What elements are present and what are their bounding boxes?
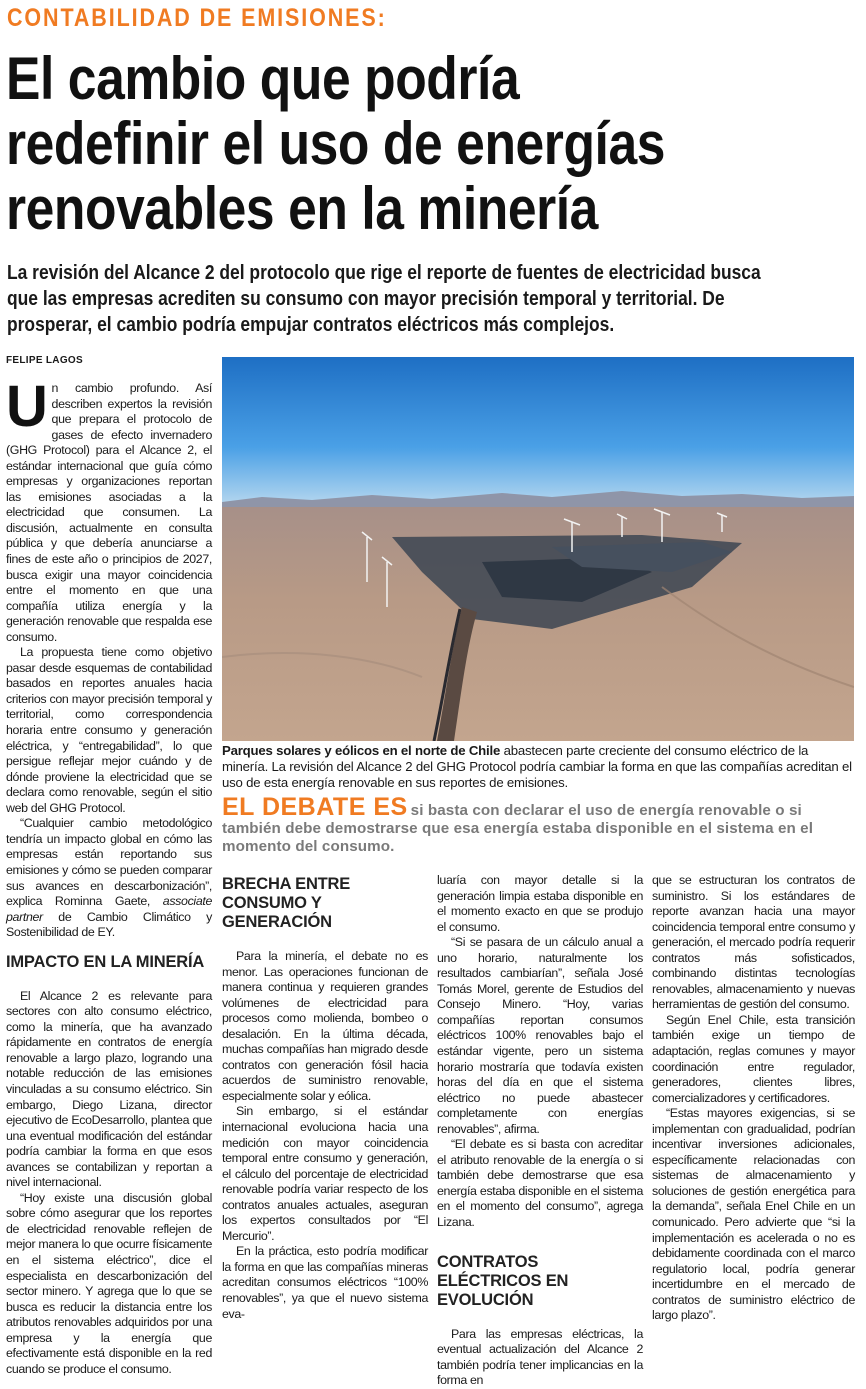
paragraph: que se estructuran los contratos de suministro. Si los estándares de reporte avanzan hacia una mayor coincidencia temporal entre consumo y generación, el mercado podría requerir contratos más sofisticados, combinando distintas tecnologías renovables, almacenamiento y nuevas herramientas de gestión del consumo. [652,873,855,1012]
deck-line: La revisión del Alcance 2 del protocolo que rige el reporte de fuentes de electricidad busca [7,261,761,284]
deck-line: que las empresas acrediten su consumo con mayor precisión temporal y territorial. De [7,287,725,310]
photo-solar-wind-parks [222,357,854,741]
paragraph: “El debate es si basta con acreditar el atributo renovable de la energía o si también debe demostrarse que esa energía estaba disponible en el sistema en el momento del consumo”, agrega Lizana. [437,1137,643,1230]
headline-line: redefinir el uso de energías [6,110,665,177]
drop-cap: U [6,374,48,439]
paragraph: Para la minería, el debate no es menor. Las operaciones funcionan de manera continua y requieren grandes volúmenes de electricidad para procesos como molienda, bombeo o desalación. En la última década, muchas compañías han migrado desde contratos con generación fósil hacia acuerdos de suministro renovable, especialmente solar y eólica. [222,949,428,1103]
paragraph: La propuesta tiene como objetivo pasar desde esquemas de contabilidad basados en reportes anuales hacia criterios con mayor precisión temporal y territorial, como correspondencia horaria entre consumo y generación eléctrica, y “entregabilidad”, lo que persigue reflejar mejor cuándo y de dónde proviene la electricidad que se declara como renovable, según el sitio web del GHG Protocol. [6,645,212,815]
paragraph: El Alcance 2 es relevante para sectores con alto consumo eléctrico, como la minería, que ha avanzado rápidamente en contratos de energía renovable a largo plazo, logrando una notable reducción de las emisiones vinculadas a su consumo eléctrico. Sin embargo, Diego Lizana, director ejecutivo de EcoDesarrollo, plantea que una eventual modificación del estándar podría cambiar la forma en que esos avances se contabilizan y reportan a nivel internacional. [6,988,212,1190]
headline-line: El cambio que podría [6,45,520,112]
caption-lead: Parques solares y eólicos en el norte de Chile [222,743,501,758]
deck-line: prosperar, el cambio podría empujar contratos eléctricos más complejos. [7,313,615,336]
paragraph: “Hoy existe una discusión global sobre cómo asegurar que los reportes de electricidad renovable reflejen de mejor manera lo que ocurre físicamente en el sistema eléctrico”, dice el especialista en descarbonización del sector minero. Y agrega que lo que se busca es reducir la distancia entre los atributos renovables adquiridos por una empresa y la energía que efectivamente está disponible en la red cuando se produce el consumo. [6,1190,212,1376]
section-heading: BRECHA ENTRE CONSUMO Y GENERACIÓN [222,875,351,931]
quote-text-end: de Cambio Climático y Sostenibilidad de EY. [6,909,212,940]
column-3 [437,873,643,1389]
paragraph: Según Enel Chile, esta transición también exige un tiempo de adaptación, reglas comunes y mayor coordinación entre regulador, generadores, clientes libres, comercializadores y certificadores. [652,1012,855,1105]
headline [6,46,866,241]
caption-text: abastecen parte creciente del consumo eléctrico de la minería. La revisión del Alcance 2 del GHG Protocol podría cambiar la forma en que las compañías acreditan el uso de esta energía renovable en sus reportes de emisiones. [222,743,852,790]
byline: FELIPE LAGOS [6,355,83,366]
deck [7,260,857,338]
paragraph: Para las empresas eléctricas, la eventual actualización del Alcance 2 también podría tener implicancias en la forma en [437,1326,643,1388]
column-4 [652,873,855,1324]
intro-text: n cambio profundo. Así describen expertos la revisión que prepara el protocolo de gases de efecto invernadero (GHG Protocol) para el Alcance 2, el estándar internacional que guía cómo empresas y organizaciones reportan las emisiones asociadas a la electricidad que consumen. La discusión, actualmente en consulta pública y que debería anunciarse a fines de este año o principios de 2027, busca exigir una mayor coincidencia entre el momento en que una compañía utiliza energía y la generación renovable que respalda ese consumo. [6,381,212,644]
paragraph: “Estas mayores exigencias, si se implementan con gradualidad, podrían incentivar inversiones adicionales, específicamente relacionadas con sistemas de almacenamiento y soluciones de gestión energética para la demanda”, señala Enel Chile en un comunicado. Pero advierte que “si la implementación es acelerada o no es debidamente coordinada con el marco regulatorio local, podría generar incertidumbre en el mercado de contratos de suministro eléctrico de largo plazo”. [652,1106,855,1323]
paragraph: En la práctica, esto podría modificar la forma en que las compañías mineras acreditan consumos eléctricos “100% renovables”, ya que el nuevo sistema eva- [222,1244,428,1321]
pullquote-lead: EL DEBATE ES [222,793,408,821]
column-1 [6,374,212,1377]
paragraph: Sin embargo, si el estándar internacional evoluciona hacia una medición con mayor coincidencia temporal entre consumo y generación, el cálculo del porcentaje de electricidad renovable podría variar respecto de los contratos anuales actuales, aseguran los expertos consultados por “El Mercurio”. [222,1104,428,1243]
photo-caption [222,743,854,791]
pullquote-text: si basta con declarar el uso de energía renovable o si también debe demostrarse que esa energía estaba disponible en el sistema en el momento del consumo. [222,802,814,855]
quote-text: “Cualquier cambio metodológico tendría un impacto global en cómo las empresas están reportando sus emisiones y cómo se pueden comparar sus avances en descarbonización”, explica Rominna Gaete, [6,816,212,909]
paragraph: “Si se pasara de un cálculo anual a uno horario, naturalmente los resultados cambiarían”, señala José Tomás Morel, gerente de Estudios del Consejo Minero. “Hoy, varias compañías reportan consumos eléctricos 100% renovables bajo el estándar vigente, pero un sistema horario mostraría que todavía existen horas del día en que el sistema eléctrico no puede abastecer completamente con energías renovables”, afirma. [437,935,643,1136]
section-heading: IMPACTO EN LA MINERÍA [6,952,205,971]
headline-line: renovables en la minería [6,175,598,242]
landscape-image [222,357,854,741]
intro-paragraph [6,374,212,645]
paragraph [6,816,212,940]
kicker: CONTABILIDAD DE EMISIONES: [7,4,387,32]
paragraph: luaría con mayor detalle si la generación limpia estaba disponible en el momento exacto en que se produjo el consumo. [437,873,643,934]
italic-term: associate partner [6,894,212,924]
pullquote [222,793,862,856]
section-heading: CONTRATOS ELÉCTRICOS EN EVOLUCIÓN [437,1252,569,1309]
column-2 [222,875,428,1322]
